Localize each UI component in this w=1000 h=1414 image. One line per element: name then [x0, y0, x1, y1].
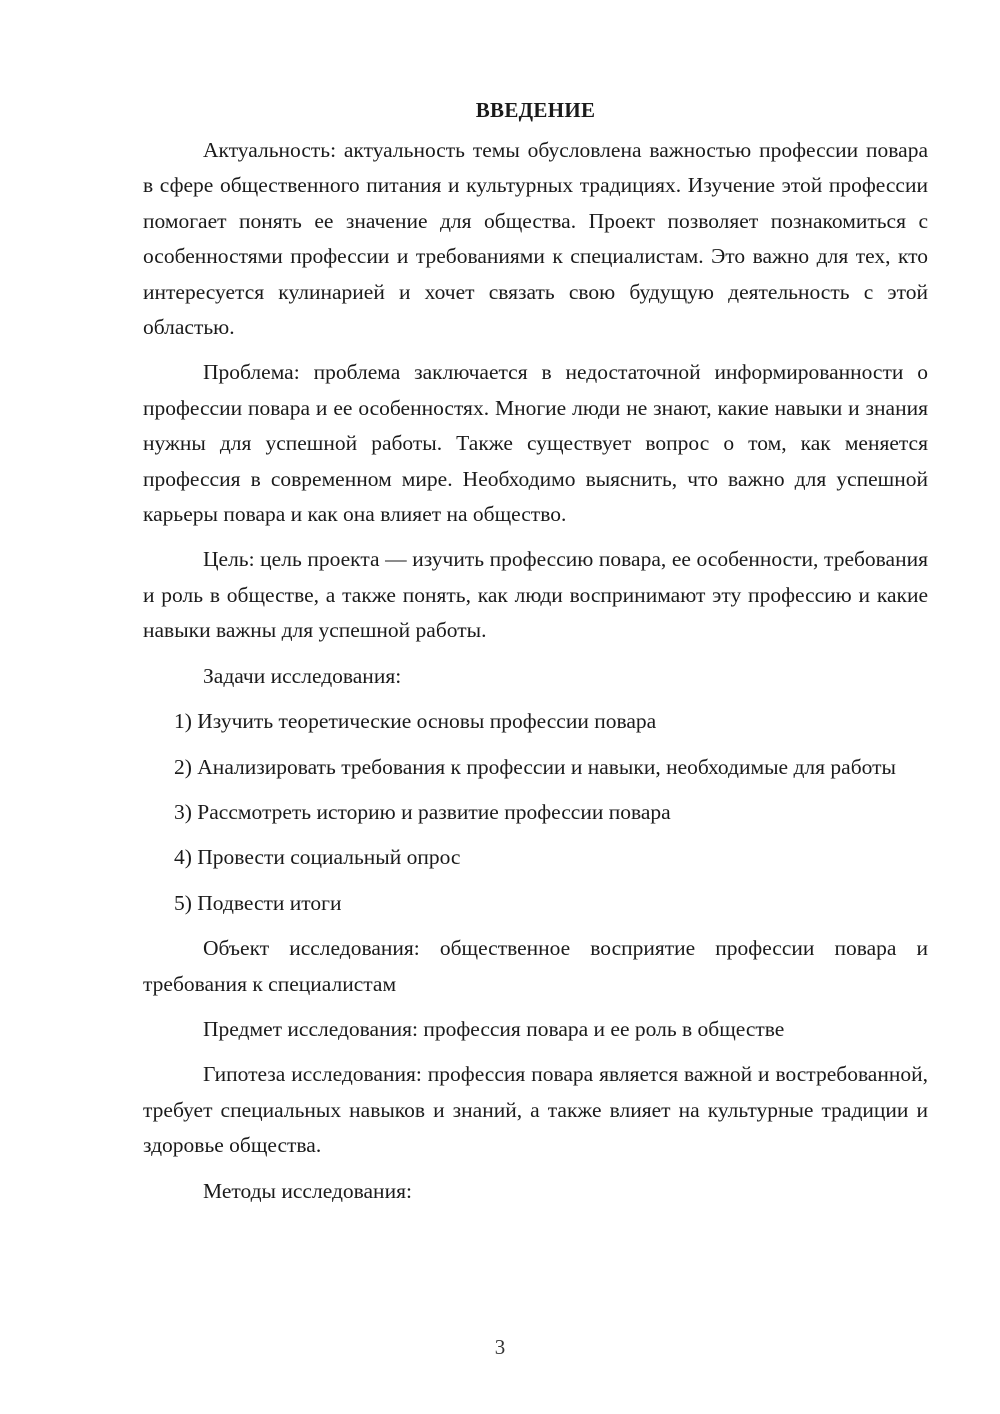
- paragraph-subject: Предмет исследования: профессия повара и ее роль в обществе: [203, 1016, 785, 1041]
- page-number: 3: [494, 1335, 506, 1359]
- methods-heading: Методы исследования:: [203, 1178, 412, 1203]
- paragraph-relevance: Актуальность: актуальность темы обусловлена важностью профессии повара в сфере общественного питания и культурных традициях. Изучение этой профессии помогает понять ее значение для общества. Проект позволяет познакомиться с особенностями профессии и требованиями к специалистам. Это важно для тех, кто интересуется кулинарией и хочет связать свою будущую деятельность с этой областью.: [143, 138, 928, 340]
- list-item: 4) Провести социальный опрос: [174, 845, 461, 870]
- tasks-list: [143, 704, 928, 921]
- list-item: 1) Изучить теоретические основы профессии повара: [174, 709, 657, 734]
- document-page: [143, 95, 928, 1219]
- paragraph-goal: Цель: цель проекта — изучить профессию повара, ее особенности, требования и роль в обществе, а также понять, как люди воспринимают эту профессию и какие навыки важны для успешной работы.: [143, 547, 928, 643]
- tasks-heading: Задачи исследования:: [203, 663, 402, 688]
- list-item: 5) Подвести итоги: [174, 890, 342, 915]
- list-item: 2) Анализировать требования к профессии и навыки, необходимые для работы: [174, 754, 896, 779]
- paragraph-problem: Проблема: проблема заключается в недостаточной информированности о профессии повара и ее особенностях. Многие люди не знают, какие навыки и знания нужны для успешной работы. Также существует вопрос о том, как меняется профессия в современном мире. Необходимо выяснить, что важно для успешной карьеры повара и как она влияет на общество.: [143, 360, 928, 527]
- list-item: 3) Рассмотреть историю и развитие профессии повара: [174, 799, 671, 824]
- section-title: ВВЕДЕНИЕ: [475, 98, 596, 122]
- paragraph-object: Объект исследования: общественное восприятие профессии повара и требования к специалистам: [143, 936, 928, 996]
- paragraph-hypothesis: Гипотеза исследования: профессия повара является важной и востребованной, требует специальных навыков и знаний, а также влияет на культурные традиции и здоровье общества.: [143, 1062, 928, 1158]
